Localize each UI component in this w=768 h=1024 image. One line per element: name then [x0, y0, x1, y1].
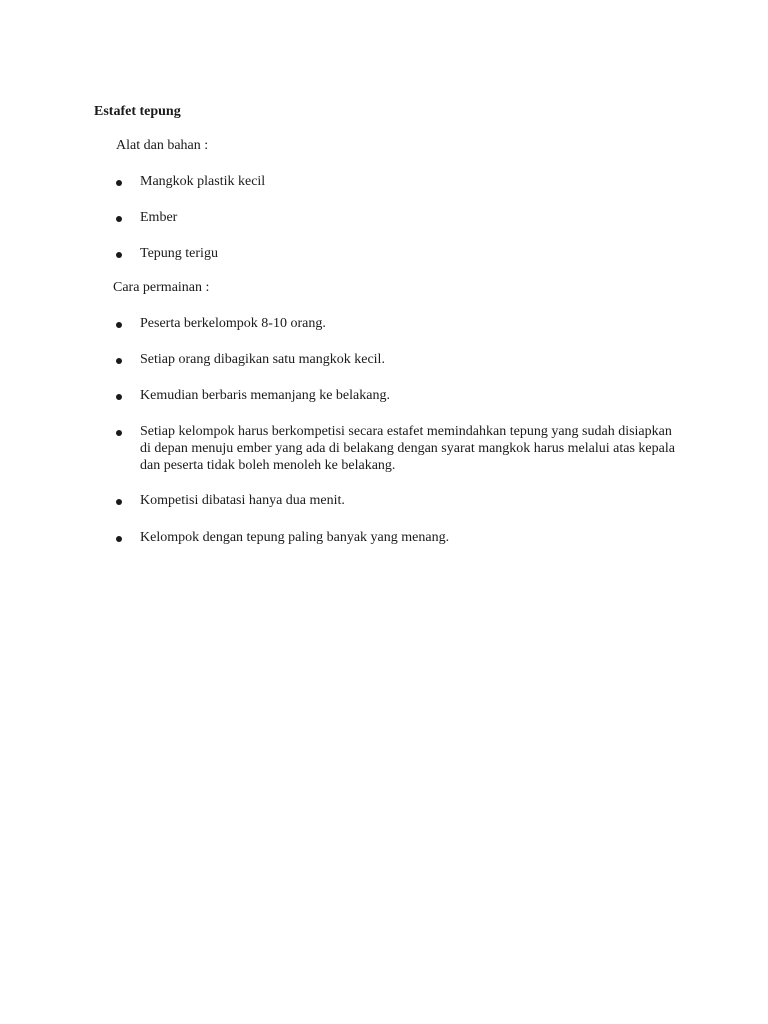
bullet-icon: [116, 430, 122, 436]
bullet-icon: [116, 358, 122, 364]
rules-item-text: Peserta berkelompok 8-10 orang.: [140, 316, 326, 331]
document-title: Estafet tepung: [94, 104, 181, 119]
rules-item-text: Kompetisi dibatasi hanya dua menit.: [140, 493, 345, 508]
bullet-icon: [116, 180, 122, 186]
bullet-icon: [116, 252, 122, 258]
rules-item-text: Setiap orang dibagikan satu mangkok kecil.: [140, 352, 385, 367]
bullet-icon: [116, 499, 122, 505]
rules-item-text: Kemudian berbaris memanjang ke belakang.: [140, 388, 390, 403]
bullet-icon: [116, 536, 122, 542]
rules-heading: Cara permainan :: [113, 280, 210, 295]
materials-heading: Alat dan bahan :: [116, 138, 209, 153]
rules-item-text: Setiap kelompok harus berkompetisi secara estafet memindahkan tepung yang sudah disiapkan di depan menuju ember yang ada di belakang dengan syarat mangkok harus melalui atas kepala dan peserta tidak boleh menoleh ke belakang.: [140, 424, 675, 473]
bullet-icon: [116, 322, 122, 328]
rules-item-text: Kelompok dengan tepung paling banyak yang menang.: [140, 530, 450, 545]
materials-item-text: Mangkok plastik kecil: [140, 174, 266, 189]
materials-item-text: Tepung terigu: [140, 246, 218, 261]
bullet-icon: [116, 394, 122, 400]
materials-item-text: Ember: [140, 210, 178, 225]
bullet-icon: [116, 216, 122, 222]
